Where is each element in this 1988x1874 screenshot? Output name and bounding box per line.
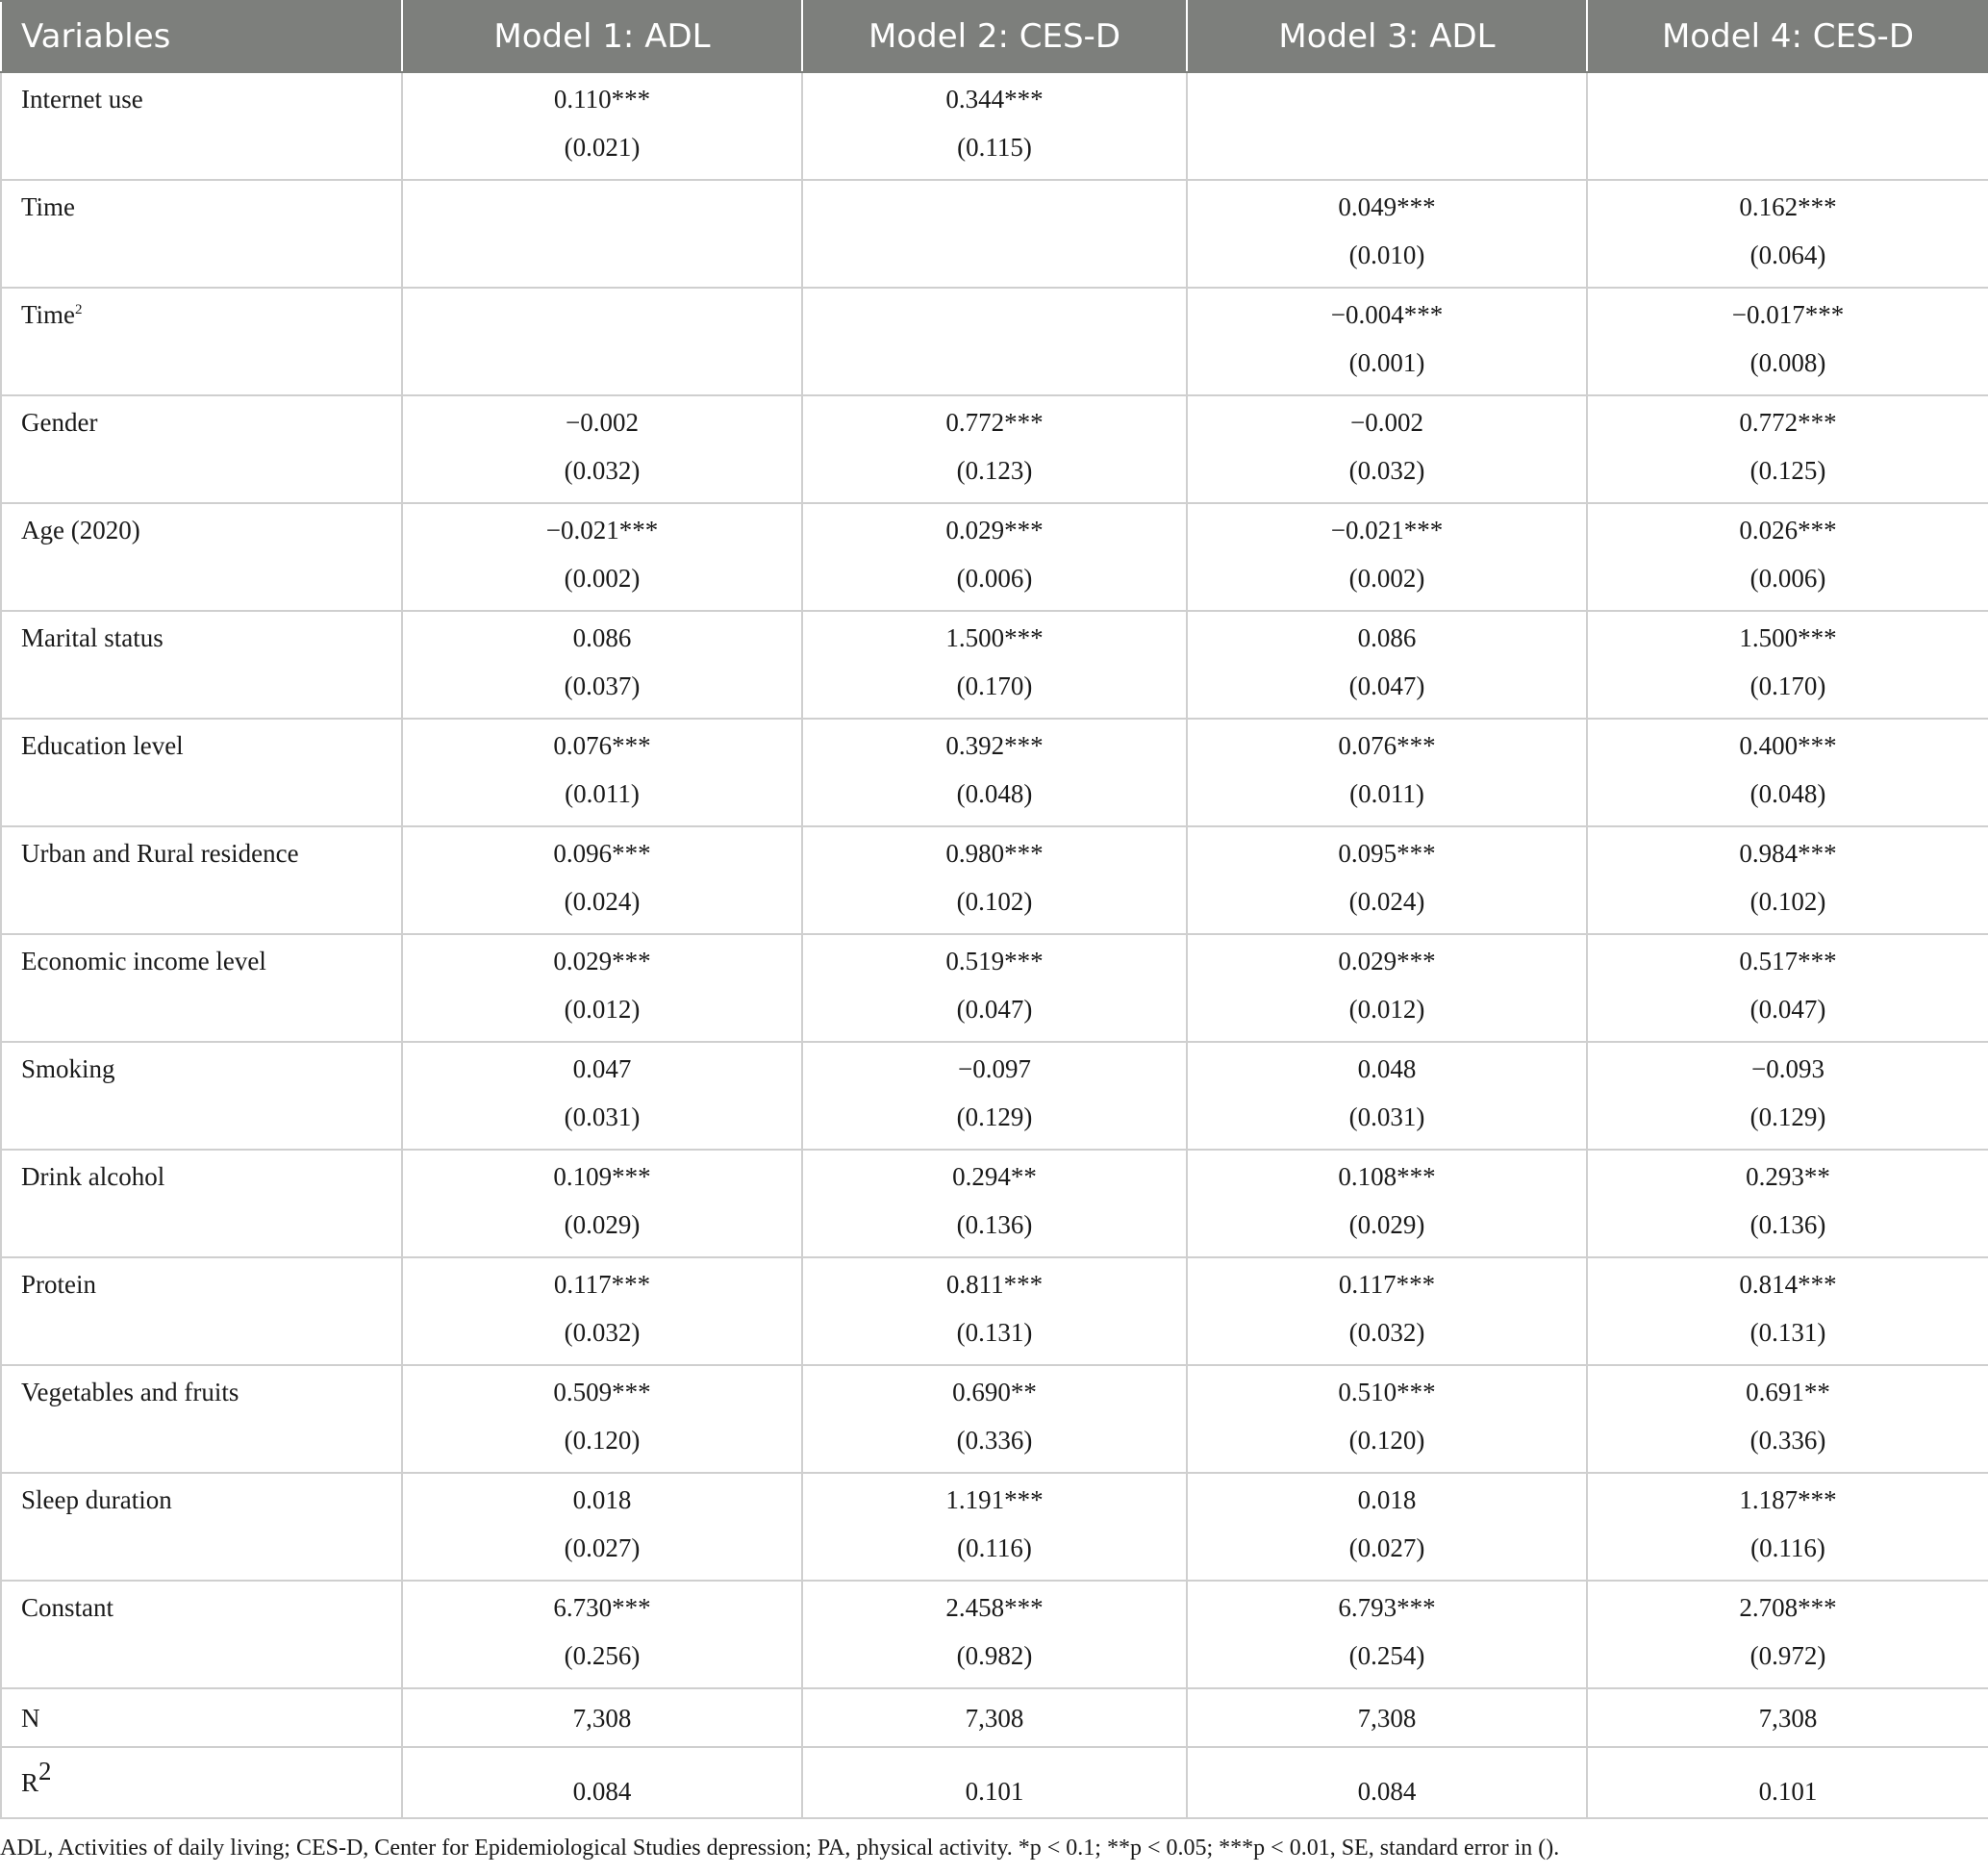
standard-error-value: (0.001)	[1348, 348, 1425, 377]
coefficient-cell	[1587, 611, 1988, 719]
coefficient-cell	[1187, 1150, 1587, 1257]
statistic-cell	[1187, 1688, 1587, 1747]
variable-label-text: Age (2020)	[21, 516, 140, 544]
coefficient-value: −0.021***	[545, 516, 659, 544]
table-row	[1, 719, 1988, 826]
coefficient-value: 0.690**	[952, 1378, 1037, 1406]
statistic-label-text: R	[21, 1768, 39, 1797]
standard-error-value: (0.031)	[1348, 1102, 1425, 1131]
coefficient-cell	[402, 72, 802, 180]
coefficient-cell	[1587, 503, 1988, 611]
standard-error-value: (0.031)	[564, 1102, 641, 1131]
standard-error-value: (0.037)	[564, 671, 641, 700]
coefficient-cell	[1187, 72, 1587, 180]
table-row	[1, 611, 1988, 719]
coefficient-cell	[1187, 503, 1587, 611]
standard-error-value: (0.102)	[1749, 887, 1826, 916]
standard-error-value: (0.047)	[956, 995, 1033, 1024]
coefficient-cell	[1187, 1365, 1587, 1473]
coefficient-cell	[802, 611, 1187, 719]
summary-row	[1, 1747, 1988, 1818]
standard-error-value: (0.048)	[1749, 779, 1826, 808]
row-label-cell	[1, 180, 402, 288]
coefficient-cell	[402, 1473, 802, 1581]
statistic-value: 0.084	[572, 1777, 632, 1806]
standard-error-value: (0.170)	[956, 671, 1033, 700]
table-footnote: ADL, Activities of daily living; CES-D, Center for Epidemiological Studies depression; PA, physical activity. *p < 0.1; **p < 0.05; ***p < 0.01, SE, standard error in ().	[0, 1836, 1560, 1861]
header-row	[1, 1, 1988, 72]
coefficient-cell	[1587, 1473, 1988, 1581]
coefficient-value: 0.026***	[1739, 516, 1837, 544]
standard-error-value: (0.102)	[956, 887, 1033, 916]
standard-error-value: (0.012)	[1348, 995, 1425, 1024]
standard-error-value: (0.129)	[956, 1102, 1033, 1131]
coefficient-value: 0.344***	[945, 85, 1044, 114]
coefficient-cell	[402, 1150, 802, 1257]
variable-label-text: Constant	[21, 1593, 114, 1622]
table-row	[1, 395, 1988, 503]
table-row	[1, 72, 1988, 180]
coefficient-value: 0.018	[572, 1485, 632, 1514]
table-row	[1, 503, 1988, 611]
table-row	[1, 1581, 1988, 1688]
standard-error-value: (0.048)	[956, 779, 1033, 808]
coefficient-cell	[802, 288, 1187, 395]
statistic-cell	[402, 1688, 802, 1747]
coefficient-cell	[1587, 719, 1988, 826]
statistic-label-text: N	[21, 1703, 40, 1733]
variable-label	[21, 1474, 401, 1514]
coefficient-value: 1.500***	[1739, 623, 1837, 652]
coefficient-value: −0.004***	[1330, 300, 1444, 329]
header-model-4: Model 4: CES-D	[1587, 1, 1988, 72]
row-label-cell	[1, 611, 402, 719]
coefficient-value: 0.162***	[1739, 192, 1837, 221]
coefficient-value: 0.691**	[1746, 1378, 1830, 1406]
coefficient-cell	[402, 288, 802, 395]
coefficient-cell	[1587, 934, 1988, 1042]
coefficient-cell	[1587, 288, 1988, 395]
coefficient-cell	[802, 72, 1187, 180]
statistic-cell	[1587, 1747, 1988, 1818]
standard-error-value: (0.116)	[957, 1533, 1032, 1562]
coefficient-value: 0.095***	[1338, 839, 1436, 868]
coefficient-cell	[1187, 934, 1587, 1042]
table-row	[1, 1150, 1988, 1257]
coefficient-value: 0.110***	[553, 85, 651, 114]
coefficient-value	[803, 289, 1186, 329]
variable-label-text: Protein	[21, 1270, 96, 1299]
coefficient-value: 2.708***	[1739, 1593, 1837, 1622]
coefficient-value: −0.002	[566, 408, 639, 437]
standard-error-value: (0.064)	[1749, 241, 1826, 269]
coefficient-value: 0.096***	[553, 839, 651, 868]
coefficient-value: 0.293**	[1746, 1162, 1830, 1191]
coefficient-cell	[402, 1365, 802, 1473]
coefficient-value: 0.086	[1357, 623, 1417, 652]
coefficient-value: 0.519***	[945, 947, 1044, 975]
standard-error-value: (0.002)	[1348, 564, 1425, 593]
coefficient-cell	[1587, 180, 1988, 288]
variable-label	[21, 1151, 401, 1191]
row-label-cell	[1, 1581, 402, 1688]
row-label-cell	[1, 1688, 402, 1747]
variable-label-text: Urban and Rural residence	[21, 839, 299, 868]
header-model-2: Model 2: CES-D	[802, 1, 1187, 72]
standard-error-value: (0.006)	[956, 564, 1033, 593]
table-row	[1, 934, 1988, 1042]
standard-error-value: (0.131)	[1749, 1318, 1826, 1347]
standard-error-value: (0.011)	[565, 779, 640, 808]
coefficient-value	[803, 181, 1186, 221]
standard-error-value: (0.008)	[1749, 348, 1826, 377]
coefficient-value: 0.400***	[1739, 731, 1837, 760]
variable-label	[21, 73, 401, 114]
label-superscript: 2	[75, 302, 83, 317]
coefficient-cell	[402, 1257, 802, 1365]
standard-error-value: (0.029)	[1348, 1210, 1425, 1239]
statistic-label	[21, 1757, 401, 1797]
standard-error-value: (0.136)	[956, 1210, 1033, 1239]
coefficient-value: 0.049***	[1338, 192, 1436, 221]
standard-error-value: (0.047)	[1348, 671, 1425, 700]
standard-error-value: (0.120)	[1348, 1426, 1425, 1455]
variable-label-text: Vegetables and fruits	[21, 1378, 239, 1406]
coefficient-value: 0.108***	[1338, 1162, 1436, 1191]
coefficient-value: 1.500***	[945, 623, 1044, 652]
coefficient-cell	[1587, 1042, 1988, 1150]
header-model-1: Model 1: ADL	[402, 1, 802, 72]
coefficient-cell	[1587, 826, 1988, 934]
coefficient-cell	[402, 826, 802, 934]
statistic-value: 7,308	[572, 1703, 632, 1733]
row-label-cell	[1, 1365, 402, 1473]
standard-error-value: (0.012)	[564, 995, 641, 1024]
standard-error-value: (0.024)	[564, 887, 641, 916]
standard-error-value: (0.131)	[956, 1318, 1033, 1347]
standard-error-value	[403, 329, 801, 377]
coefficient-value: 0.029***	[553, 947, 651, 975]
coefficient-value: 0.048	[1357, 1054, 1417, 1083]
coefficient-cell	[402, 719, 802, 826]
standard-error-value: (0.021)	[564, 133, 641, 162]
coefficient-value: 0.509***	[553, 1378, 651, 1406]
coefficient-cell	[1587, 72, 1988, 180]
coefficient-value: 0.029***	[1338, 947, 1436, 975]
standard-error-value: (0.136)	[1749, 1210, 1826, 1239]
coefficient-cell	[402, 395, 802, 503]
coefficient-cell	[802, 934, 1187, 1042]
statistic-value: 0.101	[965, 1777, 1024, 1806]
standard-error-value: (0.027)	[1348, 1533, 1425, 1562]
standard-error-value: (0.115)	[957, 133, 1032, 162]
standard-error-value: (0.170)	[1749, 671, 1826, 700]
statistic-cell	[402, 1747, 802, 1818]
coefficient-cell	[1587, 1581, 1988, 1688]
statistic-cell	[802, 1688, 1187, 1747]
standard-error-value: (0.256)	[564, 1641, 641, 1670]
table-row	[1, 180, 1988, 288]
coefficient-value: 0.984***	[1739, 839, 1837, 868]
variable-label	[21, 612, 401, 652]
variable-label-text: Smoking	[21, 1054, 115, 1083]
standard-error-value: (0.125)	[1749, 456, 1826, 485]
coefficient-value	[1188, 73, 1586, 114]
coefficient-value: 0.086	[572, 623, 632, 652]
coefficient-cell	[1187, 395, 1587, 503]
coefficient-value: −0.017***	[1731, 300, 1845, 329]
row-label-cell	[1, 395, 402, 503]
variable-label-text: Marital status	[21, 623, 164, 652]
coefficient-cell	[1587, 1257, 1988, 1365]
standard-error-value	[803, 221, 1186, 269]
row-label-cell	[1, 934, 402, 1042]
coefficient-value: 0.811***	[945, 1270, 1044, 1299]
coefficient-value: 0.772***	[945, 408, 1044, 437]
coefficient-cell	[402, 503, 802, 611]
standard-error-value: (0.254)	[1348, 1641, 1425, 1670]
statistic-value: 7,308	[1357, 1703, 1417, 1733]
coefficient-value	[403, 181, 801, 221]
row-label-cell	[1, 288, 402, 395]
standard-error-value: (0.032)	[564, 456, 641, 485]
standard-error-value: (0.336)	[1749, 1426, 1826, 1455]
coefficient-cell	[402, 1581, 802, 1688]
standard-error-value: (0.336)	[956, 1426, 1033, 1455]
standard-error-value: (0.982)	[956, 1641, 1033, 1670]
variable-label	[21, 935, 401, 975]
label-superscript: 2	[38, 1757, 52, 1785]
coefficient-cell	[802, 719, 1187, 826]
standard-error-value	[1188, 114, 1586, 162]
variable-label-text: Economic income level	[21, 947, 266, 975]
variable-label	[21, 1043, 401, 1083]
coefficient-cell	[1187, 719, 1587, 826]
coefficient-value: 2.458***	[945, 1593, 1044, 1622]
header-model-3: Model 3: ADL	[1187, 1, 1587, 72]
variable-label	[21, 1582, 401, 1622]
statistic-cell	[1587, 1688, 1988, 1747]
row-label-cell	[1, 1150, 402, 1257]
statistic-value: 7,308	[965, 1703, 1024, 1733]
statistic-value: 0.101	[1758, 1777, 1818, 1806]
standard-error-value: (0.029)	[564, 1210, 641, 1239]
coefficient-value: −0.093	[1751, 1054, 1824, 1083]
variable-label-text: Education level	[21, 731, 184, 760]
statistic-label	[21, 1704, 401, 1733]
variable-label-text: Time	[21, 192, 76, 221]
coefficient-cell	[802, 1581, 1187, 1688]
row-label-cell	[1, 72, 402, 180]
coefficient-value: 0.510***	[1338, 1378, 1436, 1406]
coefficient-cell	[402, 1042, 802, 1150]
coefficient-value: 0.109***	[553, 1162, 651, 1191]
coefficient-value: 0.294**	[952, 1162, 1037, 1191]
coefficient-cell	[802, 395, 1187, 503]
coefficient-cell	[1187, 1581, 1587, 1688]
standard-error-value: (0.047)	[1749, 995, 1826, 1024]
coefficient-cell	[1187, 180, 1587, 288]
standard-error-value: (0.972)	[1749, 1641, 1826, 1670]
table-row	[1, 1365, 1988, 1473]
coefficient-cell	[802, 503, 1187, 611]
row-label-cell	[1, 1747, 402, 1818]
coefficient-cell	[1187, 288, 1587, 395]
standard-error-value: (0.032)	[564, 1318, 641, 1347]
standard-error-value: (0.006)	[1749, 564, 1826, 593]
statistic-value: 7,308	[1758, 1703, 1818, 1733]
standard-error-value: (0.002)	[564, 564, 641, 593]
standard-error-value	[403, 221, 801, 269]
coefficient-cell	[802, 1473, 1187, 1581]
statistic-value: 0.084	[1357, 1777, 1417, 1806]
coefficient-value: 6.793***	[1338, 1593, 1436, 1622]
variable-label-text: Drink alcohol	[21, 1162, 165, 1191]
coefficient-cell	[1587, 1365, 1988, 1473]
standard-error-value: (0.032)	[1348, 456, 1425, 485]
coefficient-value: 6.730***	[553, 1593, 651, 1622]
coefficient-value: −0.097	[958, 1054, 1031, 1083]
standard-error-value: (0.129)	[1749, 1102, 1826, 1131]
row-label-cell	[1, 826, 402, 934]
coefficient-cell	[802, 180, 1187, 288]
coefficient-cell	[1187, 1257, 1587, 1365]
coefficient-cell	[402, 611, 802, 719]
summary-row	[1, 1688, 1988, 1747]
coefficient-value: 0.517***	[1739, 947, 1837, 975]
coefficient-cell	[402, 934, 802, 1042]
row-label-cell	[1, 719, 402, 826]
table-row	[1, 826, 1988, 934]
coefficient-value: 1.187***	[1739, 1485, 1837, 1514]
coefficient-value: 0.047	[572, 1054, 632, 1083]
coefficient-value: 0.772***	[1739, 408, 1837, 437]
variable-label	[21, 1258, 401, 1299]
standard-error-value: (0.010)	[1348, 241, 1425, 269]
coefficient-cell	[1187, 826, 1587, 934]
coefficient-value: 0.117***	[553, 1270, 651, 1299]
coefficient-cell	[1187, 611, 1587, 719]
variable-label	[21, 396, 401, 437]
coefficient-value: 0.076***	[553, 731, 651, 760]
row-label-cell	[1, 503, 402, 611]
coefficient-value: 0.392***	[945, 731, 1044, 760]
table-row	[1, 1473, 1988, 1581]
coefficient-value: 0.018	[1357, 1485, 1417, 1514]
standard-error-value: (0.024)	[1348, 887, 1425, 916]
coefficient-value: −0.002	[1350, 408, 1423, 437]
row-label-cell	[1, 1257, 402, 1365]
variable-label	[21, 720, 401, 760]
variable-label	[21, 289, 401, 329]
header-variables: Variables	[1, 1, 402, 72]
coefficient-value: 0.029***	[945, 516, 1044, 544]
table-row	[1, 1042, 1988, 1150]
coefficient-cell	[802, 1365, 1187, 1473]
standard-error-value	[1588, 114, 1988, 162]
coefficient-cell	[802, 1257, 1187, 1365]
standard-error-value: (0.027)	[564, 1533, 641, 1562]
coefficient-cell	[802, 1150, 1187, 1257]
coefficient-cell	[402, 180, 802, 288]
coefficient-cell	[1587, 395, 1988, 503]
standard-error-value: (0.011)	[1349, 779, 1424, 808]
coefficient-value	[403, 289, 801, 329]
coefficient-cell	[1187, 1042, 1587, 1150]
coefficient-value: 0.076***	[1338, 731, 1436, 760]
row-label-cell	[1, 1473, 402, 1581]
table-body	[1, 72, 1988, 1818]
coefficient-cell	[1587, 1150, 1988, 1257]
statistic-cell	[802, 1747, 1187, 1818]
coefficient-cell	[802, 826, 1187, 934]
variable-label-text: Time	[21, 300, 76, 329]
coefficient-cell	[802, 1042, 1187, 1150]
table-row	[1, 288, 1988, 395]
variable-label-text: Internet use	[21, 85, 143, 114]
coefficient-value	[1588, 73, 1988, 114]
standard-error-value: (0.120)	[564, 1426, 641, 1455]
variable-label	[21, 504, 401, 544]
coefficient-value: 1.191***	[945, 1485, 1044, 1514]
row-label-cell	[1, 1042, 402, 1150]
variable-label-text: Gender	[21, 408, 98, 437]
variable-label	[21, 181, 401, 221]
coefficient-value: −0.021***	[1330, 516, 1444, 544]
standard-error-value: (0.032)	[1348, 1318, 1425, 1347]
coefficient-cell	[1187, 1473, 1587, 1581]
coefficient-value: 0.980***	[945, 839, 1044, 868]
table-row	[1, 1257, 1988, 1365]
variable-label	[21, 827, 401, 868]
coefficient-value: 0.814***	[1739, 1270, 1837, 1299]
standard-error-value	[803, 329, 1186, 377]
coefficient-value: 0.117***	[1338, 1270, 1436, 1299]
statistic-cell	[1187, 1747, 1587, 1818]
variable-label-text: Sleep duration	[21, 1485, 172, 1514]
standard-error-value: (0.123)	[956, 456, 1033, 485]
standard-error-value: (0.116)	[1750, 1533, 1825, 1562]
variable-label	[21, 1366, 401, 1406]
